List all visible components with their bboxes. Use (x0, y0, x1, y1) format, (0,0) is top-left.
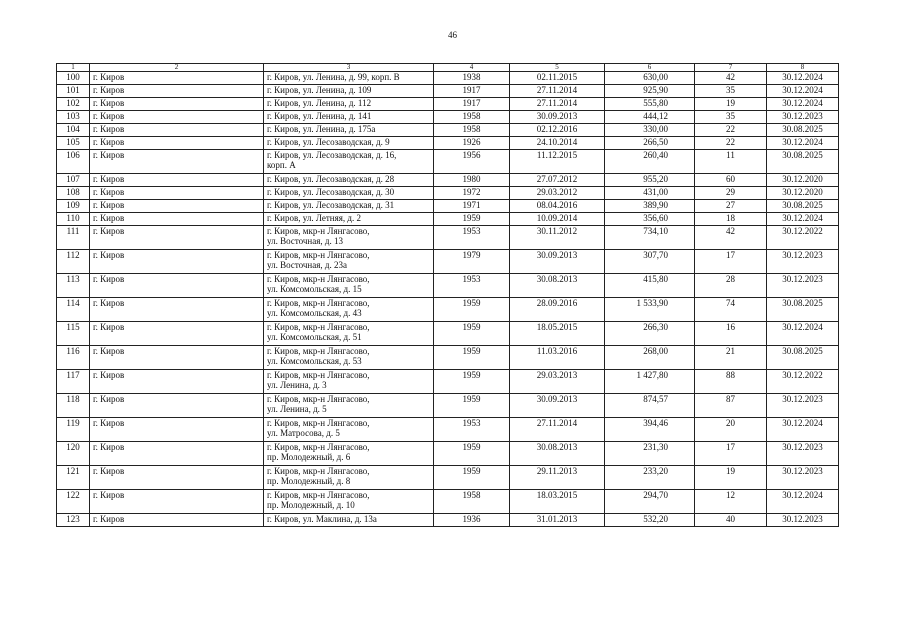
table-row (57, 72, 839, 85)
address-cell (264, 466, 434, 490)
address-line-continued: ул. Ленина, д. 3 (267, 380, 327, 390)
address-line-continued: корп. А (267, 160, 296, 170)
address-cell (264, 124, 434, 137)
housing-register-table (56, 63, 839, 527)
settlement-name: г. Киров (90, 174, 264, 187)
row-number: 111 (57, 226, 90, 250)
floor-area: 268,00 (605, 346, 695, 370)
row-number: 110 (57, 213, 90, 226)
deadline-date: 30.12.2023 (767, 514, 839, 527)
column-number: 5 (510, 64, 605, 72)
floor-area: 444,12 (605, 111, 695, 124)
row-number: 116 (57, 346, 90, 370)
address-cell (264, 226, 434, 250)
floor-area: 394,46 (605, 418, 695, 442)
floor-area: 431,00 (605, 187, 695, 200)
column-number: 2 (90, 64, 264, 72)
build-year: 1959 (434, 370, 510, 394)
table-row (57, 466, 839, 490)
row-number: 105 (57, 137, 90, 150)
row-number: 119 (57, 418, 90, 442)
address-line: г. Киров, мкр-н Лянгасово, (267, 442, 370, 452)
residents-count: 21 (695, 346, 767, 370)
row-number: 108 (57, 187, 90, 200)
address-cell (264, 442, 434, 466)
deadline-date: 30.12.2024 (767, 137, 839, 150)
floor-area: 330,00 (605, 124, 695, 137)
survey-date: 18.03.2015 (510, 490, 605, 514)
residents-count: 17 (695, 250, 767, 274)
survey-date: 02.12.2016 (510, 124, 605, 137)
build-year: 1959 (434, 298, 510, 322)
residents-count: 35 (695, 85, 767, 98)
address-cell (264, 418, 434, 442)
row-number: 123 (57, 514, 90, 527)
floor-area: 555,80 (605, 98, 695, 111)
floor-area: 266,50 (605, 137, 695, 150)
address-cell (264, 98, 434, 111)
residents-count: 60 (695, 174, 767, 187)
settlement-name: г. Киров (90, 72, 264, 85)
build-year: 1956 (434, 150, 510, 174)
address-line: г. Киров, ул. Ленина, д. 99, корп. В (267, 72, 400, 82)
build-year: 1917 (434, 85, 510, 98)
table-row (57, 514, 839, 527)
floor-area: 266,30 (605, 322, 695, 346)
deadline-date: 30.12.2023 (767, 394, 839, 418)
address-line-continued: ул. Восточная, д. 13 (267, 236, 343, 246)
deadline-date: 30.08.2025 (767, 150, 839, 174)
table-row (57, 274, 839, 298)
residents-count: 17 (695, 442, 767, 466)
table-row (57, 150, 839, 174)
address-line-continued: ул. Комсомольская, д. 53 (267, 356, 362, 366)
build-year: 1959 (434, 466, 510, 490)
address-line: г. Киров, ул. Ленина, д. 175а (267, 124, 376, 134)
address-cell (264, 72, 434, 85)
row-number: 122 (57, 490, 90, 514)
settlement-name: г. Киров (90, 226, 264, 250)
build-year: 1958 (434, 111, 510, 124)
address-line: г. Киров, мкр-н Лянгасово, (267, 346, 370, 356)
settlement-name: г. Киров (90, 466, 264, 490)
settlement-name: г. Киров (90, 111, 264, 124)
table-row (57, 213, 839, 226)
row-number: 117 (57, 370, 90, 394)
deadline-date: 30.12.2023 (767, 466, 839, 490)
build-year: 1917 (434, 98, 510, 111)
address-cell (264, 274, 434, 298)
settlement-name: г. Киров (90, 370, 264, 394)
residents-count: 42 (695, 226, 767, 250)
deadline-date: 30.08.2025 (767, 346, 839, 370)
row-number: 112 (57, 250, 90, 274)
table-row (57, 418, 839, 442)
settlement-name: г. Киров (90, 85, 264, 98)
residents-count: 22 (695, 137, 767, 150)
row-number: 115 (57, 322, 90, 346)
residents-count: 11 (695, 150, 767, 174)
address-line: г. Киров, мкр-н Лянгасово, (267, 418, 370, 428)
table-row (57, 322, 839, 346)
settlement-name: г. Киров (90, 418, 264, 442)
settlement-name: г. Киров (90, 137, 264, 150)
build-year: 1971 (434, 200, 510, 213)
residents-count: 22 (695, 124, 767, 137)
address-line: г. Киров, ул. Лесозаводская, д. 16, (267, 150, 397, 160)
address-cell (264, 137, 434, 150)
survey-date: 18.05.2015 (510, 322, 605, 346)
address-line-continued: ул. Комсомольская, д. 43 (267, 308, 362, 318)
table-row (57, 85, 839, 98)
address-line: г. Киров, мкр-н Лянгасово, (267, 466, 370, 476)
address-cell (264, 150, 434, 174)
table-row (57, 124, 839, 137)
residents-count: 40 (695, 514, 767, 527)
build-year: 1936 (434, 514, 510, 527)
column-number-row (57, 64, 839, 72)
residents-count: 16 (695, 322, 767, 346)
build-year: 1972 (434, 187, 510, 200)
address-line: г. Киров, ул. Летняя, д. 2 (267, 213, 361, 223)
address-line: г. Киров, ул. Лесозаводская, д. 30 (267, 187, 395, 197)
survey-date: 27.11.2014 (510, 85, 605, 98)
build-year: 1938 (434, 72, 510, 85)
floor-area: 415,80 (605, 274, 695, 298)
address-cell (264, 370, 434, 394)
row-number: 106 (57, 150, 90, 174)
address-line: г. Киров, мкр-н Лянгасово, (267, 394, 370, 404)
settlement-name: г. Киров (90, 150, 264, 174)
floor-area: 231,30 (605, 442, 695, 466)
floor-area: 955,20 (605, 174, 695, 187)
survey-date: 30.09.2013 (510, 250, 605, 274)
floor-area: 356,60 (605, 213, 695, 226)
survey-date: 02.11.2015 (510, 72, 605, 85)
row-number: 100 (57, 72, 90, 85)
column-number: 1 (57, 64, 90, 72)
column-number: 8 (767, 64, 839, 72)
floor-area: 307,70 (605, 250, 695, 274)
residents-count: 18 (695, 213, 767, 226)
settlement-name: г. Киров (90, 124, 264, 137)
deadline-date: 30.08.2025 (767, 200, 839, 213)
survey-date: 30.08.2013 (510, 442, 605, 466)
residents-count: 28 (695, 274, 767, 298)
survey-date: 30.08.2013 (510, 274, 605, 298)
settlement-name: г. Киров (90, 298, 264, 322)
survey-date: 29.03.2013 (510, 370, 605, 394)
build-year: 1958 (434, 490, 510, 514)
build-year: 1926 (434, 137, 510, 150)
deadline-date: 30.08.2025 (767, 124, 839, 137)
deadline-date: 30.12.2020 (767, 174, 839, 187)
address-line: г. Киров, ул. Ленина, д. 141 (267, 111, 372, 121)
row-number: 103 (57, 111, 90, 124)
survey-date: 11.03.2016 (510, 346, 605, 370)
settlement-name: г. Киров (90, 250, 264, 274)
survey-date: 27.11.2014 (510, 98, 605, 111)
residents-count: 42 (695, 72, 767, 85)
table-row (57, 490, 839, 514)
table-row (57, 250, 839, 274)
address-line: г. Киров, мкр-н Лянгасово, (267, 274, 370, 284)
settlement-name: г. Киров (90, 490, 264, 514)
settlement-name: г. Киров (90, 187, 264, 200)
floor-area: 1 533,90 (605, 298, 695, 322)
column-number: 7 (695, 64, 767, 72)
survey-date: 08.04.2016 (510, 200, 605, 213)
deadline-date: 30.12.2024 (767, 98, 839, 111)
address-line: г. Киров, ул. Лесозаводская, д. 28 (267, 174, 395, 184)
deadline-date: 30.12.2024 (767, 490, 839, 514)
residents-count: 87 (695, 394, 767, 418)
address-line: г. Киров, мкр-н Лянгасово, (267, 490, 370, 500)
address-line: г. Киров, ул. Лесозаводская, д. 9 (267, 137, 390, 147)
residents-count: 74 (695, 298, 767, 322)
residents-count: 20 (695, 418, 767, 442)
row-number: 121 (57, 466, 90, 490)
deadline-date: 30.12.2024 (767, 213, 839, 226)
column-number: 4 (434, 64, 510, 72)
address-cell (264, 346, 434, 370)
floor-area: 925,90 (605, 85, 695, 98)
settlement-name: г. Киров (90, 514, 264, 527)
settlement-name: г. Киров (90, 98, 264, 111)
table-row (57, 111, 839, 124)
address-cell (264, 200, 434, 213)
row-number: 118 (57, 394, 90, 418)
deadline-date: 30.12.2023 (767, 250, 839, 274)
settlement-name: г. Киров (90, 200, 264, 213)
table-row (57, 174, 839, 187)
deadline-date: 30.12.2023 (767, 442, 839, 466)
build-year: 1959 (434, 394, 510, 418)
table-row (57, 346, 839, 370)
deadline-date: 30.12.2024 (767, 322, 839, 346)
address-line: г. Киров, ул. Маклина, д. 13а (267, 514, 377, 524)
settlement-name: г. Киров (90, 274, 264, 298)
deadline-date: 30.12.2024 (767, 85, 839, 98)
build-year: 1959 (434, 346, 510, 370)
table-row (57, 98, 839, 111)
floor-area: 734,10 (605, 226, 695, 250)
row-number: 101 (57, 85, 90, 98)
floor-area: 260,40 (605, 150, 695, 174)
survey-date: 30.09.2013 (510, 111, 605, 124)
table-row (57, 370, 839, 394)
residents-count: 29 (695, 187, 767, 200)
row-number: 109 (57, 200, 90, 213)
survey-date: 29.03.2012 (510, 187, 605, 200)
row-number: 120 (57, 442, 90, 466)
address-cell (264, 322, 434, 346)
floor-area: 1 427,80 (605, 370, 695, 394)
deadline-date: 30.12.2020 (767, 187, 839, 200)
table-row (57, 187, 839, 200)
address-cell (264, 187, 434, 200)
address-line: г. Киров, мкр-н Лянгасово, (267, 322, 370, 332)
row-number: 113 (57, 274, 90, 298)
build-year: 1953 (434, 274, 510, 298)
floor-area: 532,20 (605, 514, 695, 527)
table-row (57, 137, 839, 150)
address-line: г. Киров, мкр-н Лянгасово, (267, 226, 370, 236)
survey-date: 30.09.2013 (510, 394, 605, 418)
survey-date: 29.11.2013 (510, 466, 605, 490)
residents-count: 88 (695, 370, 767, 394)
build-year: 1959 (434, 442, 510, 466)
build-year: 1980 (434, 174, 510, 187)
residents-count: 35 (695, 111, 767, 124)
address-cell (264, 213, 434, 226)
settlement-name: г. Киров (90, 322, 264, 346)
address-cell (264, 111, 434, 124)
address-line: г. Киров, мкр-н Лянгасово, (267, 298, 370, 308)
settlement-name: г. Киров (90, 394, 264, 418)
table-row (57, 442, 839, 466)
residents-count: 12 (695, 490, 767, 514)
address-cell (264, 298, 434, 322)
address-line: г. Киров, ул. Ленина, д. 109 (267, 85, 372, 95)
address-cell (264, 250, 434, 274)
address-line-continued: ул. Комсомольская, д. 51 (267, 332, 362, 342)
row-number: 104 (57, 124, 90, 137)
floor-area: 630,00 (605, 72, 695, 85)
address-line-continued: пр. Молодежный, д. 10 (267, 500, 355, 510)
address-line-continued: ул. Восточная, д. 23а (267, 260, 347, 270)
table-row (57, 226, 839, 250)
address-cell (264, 490, 434, 514)
survey-date: 27.11.2014 (510, 418, 605, 442)
row-number: 107 (57, 174, 90, 187)
residents-count: 19 (695, 98, 767, 111)
survey-date: 24.10.2014 (510, 137, 605, 150)
settlement-name: г. Киров (90, 442, 264, 466)
survey-date: 30.11.2012 (510, 226, 605, 250)
build-year: 1959 (434, 322, 510, 346)
address-line: г. Киров, мкр-н Лянгасово, (267, 370, 370, 380)
address-cell (264, 394, 434, 418)
deadline-date: 30.12.2022 (767, 226, 839, 250)
row-number: 114 (57, 298, 90, 322)
build-year: 1953 (434, 226, 510, 250)
deadline-date: 30.12.2023 (767, 274, 839, 298)
survey-date: 11.12.2015 (510, 150, 605, 174)
survey-date: 10.09.2014 (510, 213, 605, 226)
row-number: 102 (57, 98, 90, 111)
floor-area: 389,90 (605, 200, 695, 213)
deadline-date: 30.12.2023 (767, 111, 839, 124)
address-line-continued: пр. Молодежный, д. 8 (267, 476, 351, 486)
address-line-continued: ул. Матросова, д. 5 (267, 428, 340, 438)
build-year: 1958 (434, 124, 510, 137)
deadline-date: 30.08.2025 (767, 298, 839, 322)
floor-area: 233,20 (605, 466, 695, 490)
settlement-name: г. Киров (90, 213, 264, 226)
floor-area: 874,57 (605, 394, 695, 418)
residents-count: 19 (695, 466, 767, 490)
column-number: 6 (605, 64, 695, 72)
settlement-name: г. Киров (90, 346, 264, 370)
build-year: 1979 (434, 250, 510, 274)
address-cell (264, 85, 434, 98)
survey-date: 28.09.2016 (510, 298, 605, 322)
table-row (57, 394, 839, 418)
build-year: 1959 (434, 213, 510, 226)
floor-area: 294,70 (605, 490, 695, 514)
address-line: г. Киров, ул. Лесозаводская, д. 31 (267, 200, 395, 210)
address-cell (264, 514, 434, 527)
residents-count: 27 (695, 200, 767, 213)
survey-date: 31.01.2013 (510, 514, 605, 527)
address-line: г. Киров, ул. Ленина, д. 112 (267, 98, 372, 108)
address-line-continued: ул. Ленина, д. 5 (267, 404, 327, 414)
page-number: 46 (448, 30, 457, 40)
address-line-continued: ул. Комсомольская, д. 15 (267, 284, 362, 294)
address-line-continued: пр. Молодежный, д. 6 (267, 452, 351, 462)
address-line: г. Киров, мкр-н Лянгасово, (267, 250, 370, 260)
deadline-date: 30.12.2024 (767, 418, 839, 442)
deadline-date: 30.12.2022 (767, 370, 839, 394)
address-cell (264, 174, 434, 187)
table-row (57, 298, 839, 322)
deadline-date: 30.12.2024 (767, 72, 839, 85)
build-year: 1953 (434, 418, 510, 442)
column-number: 3 (264, 64, 434, 72)
survey-date: 27.07.2012 (510, 174, 605, 187)
table-row (57, 200, 839, 213)
